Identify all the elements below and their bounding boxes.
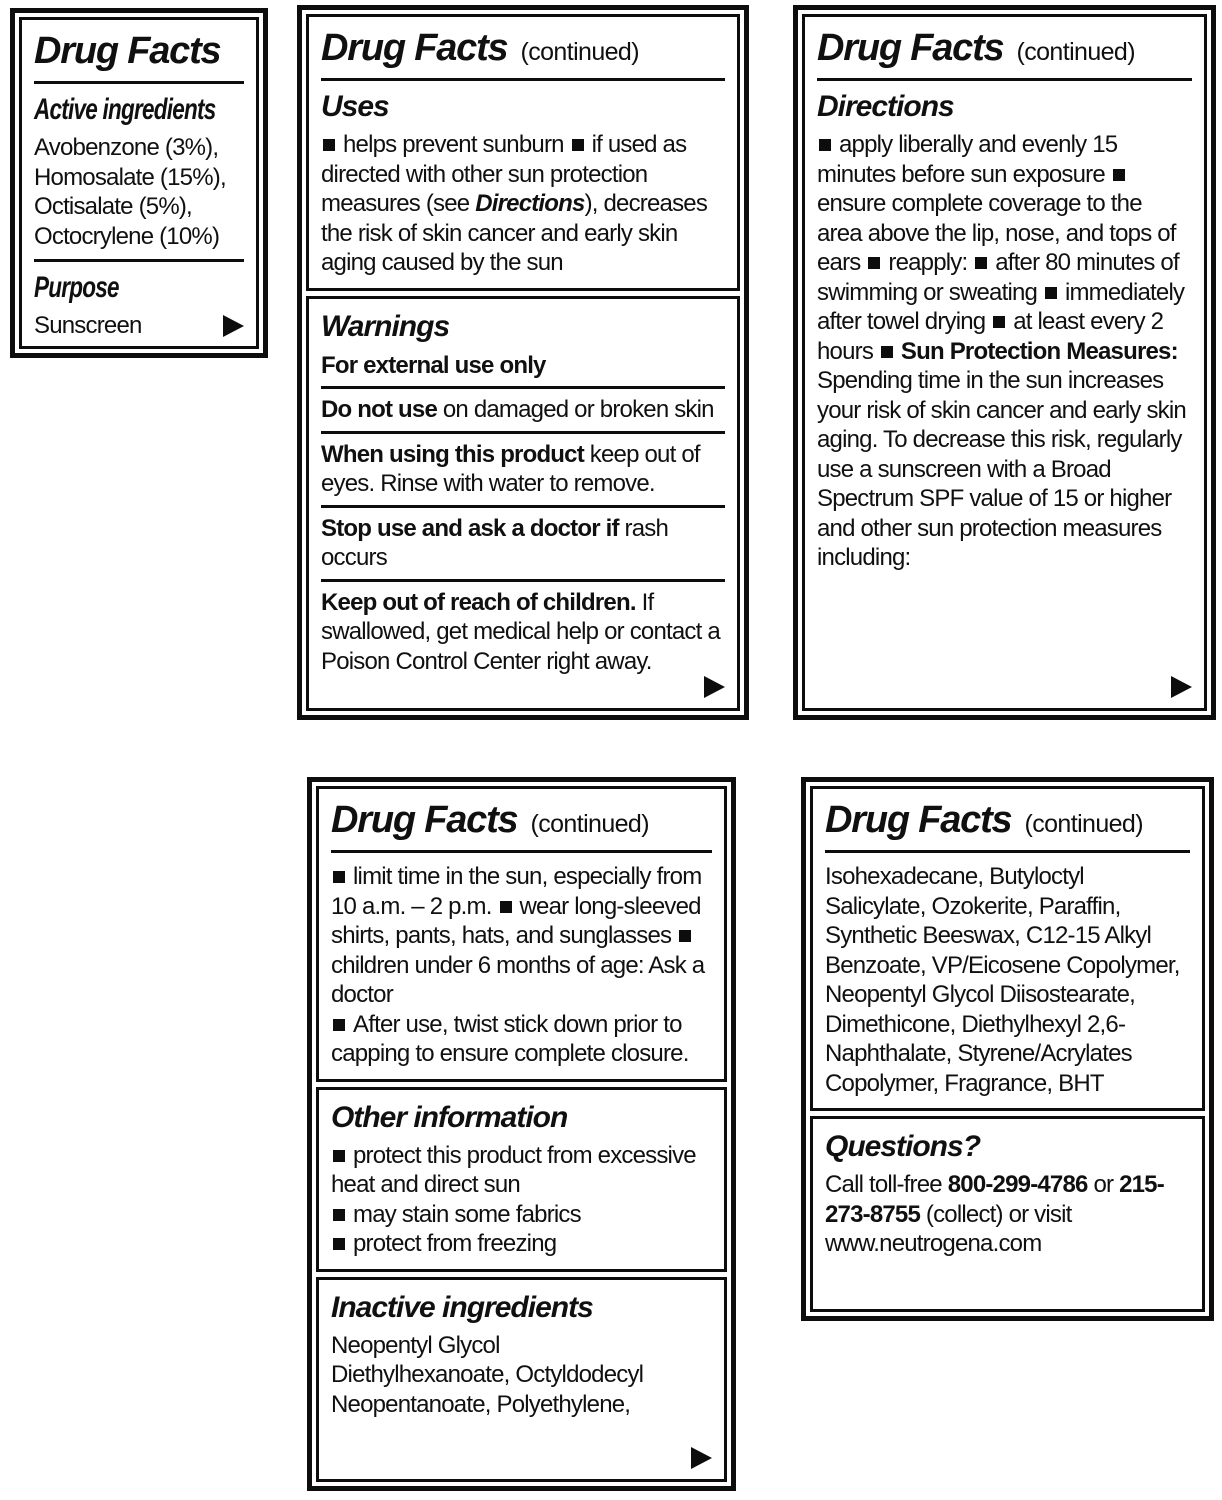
drug-facts-title: Drug Facts bbox=[825, 799, 1012, 841]
bullet-square-icon bbox=[975, 257, 987, 269]
drug-facts-panel-uses-warnings bbox=[297, 5, 749, 720]
continued-label: (continued) bbox=[1024, 810, 1143, 838]
bullet-square-icon bbox=[333, 1019, 345, 1031]
ingredients-continued-box bbox=[810, 786, 1205, 1111]
continue-arrow-icon bbox=[704, 676, 725, 698]
divider bbox=[321, 78, 725, 81]
directions-bullet-item: after 80 minutes of swimming or sweating bbox=[817, 249, 1179, 306]
bullet-square-icon bbox=[572, 139, 584, 151]
bullet-square-icon bbox=[500, 901, 512, 913]
after-use-bullet-item: After use, twist stick down prior to capping to ensure complete closure. bbox=[331, 1010, 689, 1068]
active-ingredient-line: Octisalate (5%), bbox=[34, 193, 192, 221]
other-information-box bbox=[316, 1087, 727, 1272]
directions-bullet-item: Sun Protection Measures: Spending time in the sun increases your risk of skin cancer and early skin aging. To decrease this risk, regularly use a sunscreen with a Broad Spectrum SPF value of 15 or higher and other sun protection measures including: bbox=[817, 337, 1186, 572]
directions-box bbox=[802, 14, 1207, 711]
bullet-square-icon bbox=[333, 1209, 345, 1221]
divider bbox=[34, 81, 244, 84]
bullet-square-icon bbox=[881, 346, 893, 358]
bullet-square-icon bbox=[323, 139, 335, 151]
bullet-square-icon bbox=[333, 1150, 345, 1162]
purpose-value: Sunscreen bbox=[34, 312, 142, 340]
directions-bullet-item: immediately after towel drying bbox=[817, 278, 1185, 336]
active-ingredient-line: Homosalate (15%), bbox=[34, 163, 226, 191]
directions-bullet-item: apply liberally and evenly 15 minutes before sun exposure bbox=[817, 131, 1118, 188]
continued-label: (continued) bbox=[520, 38, 639, 66]
divider bbox=[34, 259, 244, 262]
bullet-square-icon bbox=[993, 316, 1005, 328]
uses-text bbox=[321, 130, 725, 278]
uses-box bbox=[306, 14, 740, 291]
drug-facts-title: Drug Facts bbox=[817, 27, 1004, 69]
bullet-square-icon bbox=[819, 139, 831, 151]
drug-facts-title: Drug Facts bbox=[331, 799, 518, 841]
bullet-square-icon bbox=[333, 1238, 345, 1250]
inactive-ingredients-heading: Inactive ingredients bbox=[331, 1290, 593, 1324]
other-info-bullet-item: protect from freezing bbox=[331, 1229, 712, 1259]
other-information-heading: Other information bbox=[331, 1100, 568, 1134]
bullet-square-icon bbox=[679, 930, 691, 942]
panel-header bbox=[825, 799, 1190, 842]
continue-arrow-icon bbox=[1171, 676, 1192, 698]
divider bbox=[331, 850, 712, 853]
warnings-box bbox=[306, 296, 740, 711]
sun-measures-text bbox=[331, 862, 712, 1069]
sun-protection-measures-label: Sun Protection Measures: bbox=[900, 337, 1178, 365]
sun-measures-box bbox=[316, 786, 727, 1082]
drug-facts-panel-main bbox=[10, 8, 268, 358]
divider bbox=[321, 431, 725, 434]
ingredients-continued-text: Isohexadecane, Butyloctyl Salicylate, Ozokerite, Paraffin, Synthetic Beeswax, C12-15 Alkyl Benzoate, VP/Eicosene Copolymer, Neopentyl Glycol Diisostearate, Dimethicone, Diethylhexyl 2,6-Naphthalate, Styrene/Acrylates Copolymer, Fragrance, BHT bbox=[825, 863, 1180, 1097]
other-info-bullet-item: protect this product from excessive heat and direct sun bbox=[331, 1141, 696, 1199]
website-text: (collect) or visit www.neutrogena.com bbox=[825, 1200, 1072, 1258]
drug-facts-title: Drug Facts bbox=[321, 27, 508, 69]
panel-header bbox=[817, 27, 1192, 70]
continued-label: (continued) bbox=[1016, 38, 1135, 66]
other-info-bullet-item: may stain some fabrics bbox=[331, 1200, 712, 1230]
continue-arrow-icon bbox=[691, 1447, 712, 1469]
divider bbox=[817, 78, 1192, 81]
warning-do-not-use: Do not use on damaged or broken skin bbox=[321, 396, 714, 424]
active-ingredient-line: Avobenzone (3%), bbox=[34, 134, 219, 161]
questions-heading: Questions? bbox=[825, 1130, 981, 1164]
directions-bullet-item: ensure complete coverage to the area above the lip, nose, and tops of ears bbox=[817, 161, 1176, 277]
directions-bullet-item: reapply: bbox=[866, 249, 967, 276]
drug-facts-panel-directions bbox=[793, 5, 1216, 720]
uses-heading: Uses bbox=[321, 90, 389, 123]
divider bbox=[321, 505, 725, 508]
drug-facts-panel-questions bbox=[801, 777, 1214, 1321]
other-information-text bbox=[331, 1141, 712, 1259]
inactive-ingredients-text: Neopentyl Glycol Diethylhexanoate, Octyldodecyl Neopentanoate, Polyethylene, bbox=[331, 1331, 644, 1418]
bullet-square-icon bbox=[868, 257, 880, 269]
purpose-row bbox=[34, 311, 244, 341]
sun-measures-bullet-item: limit time in the sun, especially from 10 a.m. – 2 p.m. bbox=[331, 863, 702, 920]
continued-label: (continued) bbox=[530, 810, 649, 838]
purpose-heading: Purpose bbox=[34, 271, 119, 305]
panel-header bbox=[34, 30, 244, 73]
panel-header bbox=[331, 799, 712, 842]
warnings-heading: Warnings bbox=[321, 309, 450, 343]
panel-header bbox=[321, 27, 725, 70]
warning-external-use: For external use only bbox=[321, 351, 546, 379]
divider bbox=[825, 850, 1190, 853]
warning-stop-use: Stop use and ask a doctor if rash occurs bbox=[321, 514, 669, 572]
directions-heading: Directions bbox=[817, 90, 954, 123]
bullet-square-icon bbox=[1045, 287, 1057, 299]
active-ingredients-box bbox=[19, 17, 259, 349]
warning-keep-out-of-reach: Keep out of reach of children. If swallowed, get medical help or contact a Poison Control Center right away. bbox=[321, 588, 720, 675]
directions-text bbox=[817, 130, 1192, 573]
sun-measures-bullet-item: children under 6 months of age: Ask a doctor bbox=[331, 922, 704, 1008]
inactive-ingredients-box bbox=[316, 1277, 727, 1482]
bullet-square-icon bbox=[1113, 169, 1125, 181]
uses-bullet-item: helps prevent sunburn bbox=[321, 131, 564, 158]
directions-bullet-item: at least every 2 hours bbox=[817, 308, 1164, 365]
drug-facts-panel-other-inactive bbox=[307, 777, 736, 1491]
active-ingredients-heading: Active ingredients bbox=[34, 93, 216, 126]
continue-arrow-icon bbox=[223, 315, 244, 337]
divider bbox=[321, 386, 725, 389]
collect-phone-number: 215-273-8755 bbox=[825, 1171, 1164, 1228]
questions-text: Call toll-free 800-299-4786 or 215-273-8755 (collect) or visit www.neutrogena.com bbox=[825, 1171, 1164, 1258]
toll-free-phone-number: 800-299-4786 bbox=[947, 1171, 1088, 1199]
active-ingredient-line: Octocrylene (10%) bbox=[34, 222, 220, 250]
bullet-square-icon bbox=[333, 871, 345, 883]
warning-when-using: When using this product keep out of eyes. Rinse with water to remove. bbox=[321, 440, 700, 498]
sun-measures-bullet-item: wear long-sleeved shirts, pants, hats, and sunglasses bbox=[331, 892, 701, 950]
directions-reference: Directions bbox=[475, 190, 585, 218]
uses-bullet-item: if used as directed with other sun protection measures (see Directions), decreases the risk of skin cancer and early skin aging caused by the sun bbox=[321, 131, 708, 277]
questions-box bbox=[810, 1116, 1205, 1312]
divider bbox=[321, 579, 725, 582]
drug-facts-title: Drug Facts bbox=[34, 30, 221, 72]
